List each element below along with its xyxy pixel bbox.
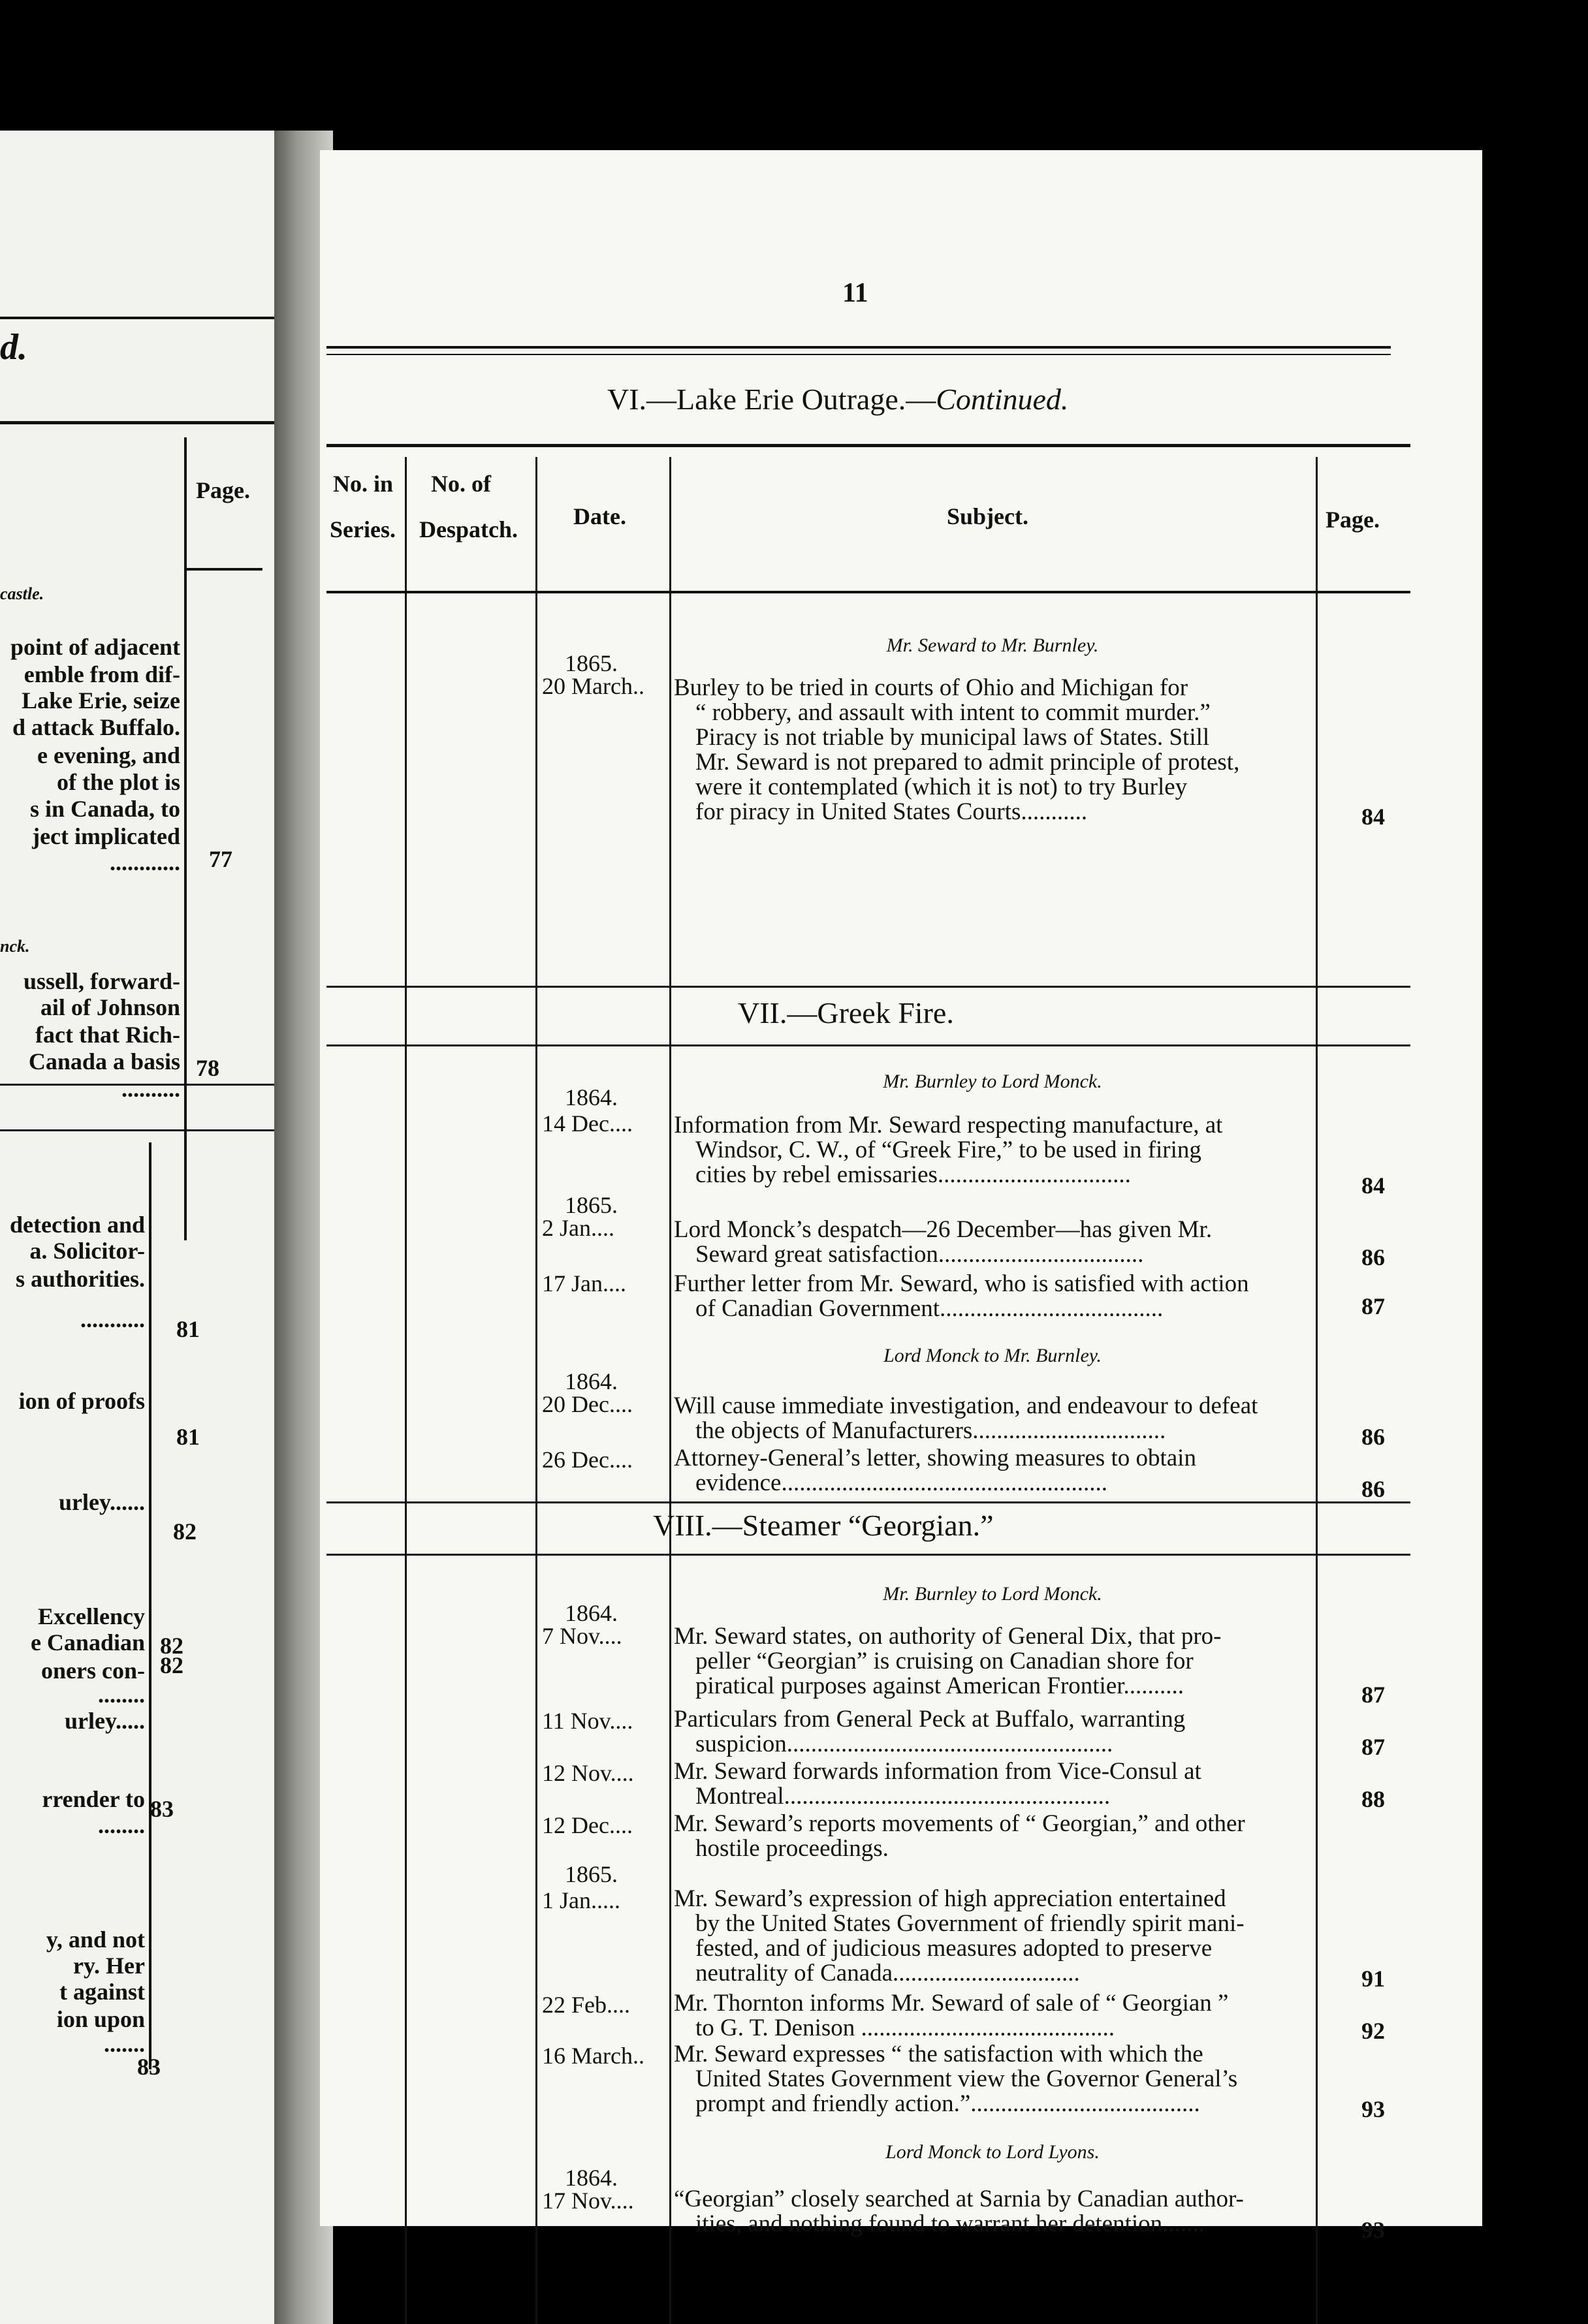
subject-line: Burley to be tried in courts of Ohio and Michigan for bbox=[674, 676, 1188, 700]
subject-line: the objects of Manufacturers................................ bbox=[695, 1419, 1166, 1443]
entry-page: 84 bbox=[1361, 1172, 1385, 1199]
left-fragment-text: t against bbox=[59, 1979, 145, 2005]
left-fragment-text: point of adjacent bbox=[10, 634, 180, 660]
left-fragment-text: ............ bbox=[110, 849, 180, 875]
left-fragment-text: ion upon bbox=[56, 2006, 145, 2032]
left-fragment-text: of the plot is bbox=[57, 769, 180, 795]
col-page: Page. bbox=[1326, 507, 1380, 533]
left-fragment-text: ail of Johnson bbox=[40, 994, 180, 1020]
correspondent-heading: Mr. Burnley to Lord Monck. bbox=[883, 1071, 1102, 1092]
entry-year: 1864. bbox=[565, 1368, 618, 1394]
left-fragment-text: y, and not bbox=[46, 1926, 145, 1953]
subject-line: evidence...................................................... bbox=[695, 1471, 1107, 1496]
correspondent-heading: Mr. Seward to Mr. Burnley. bbox=[886, 635, 1099, 656]
entry-date: 1 Jan..... bbox=[542, 1887, 620, 1913]
subject-line: cities by rebel emissaries................................ bbox=[695, 1163, 1131, 1187]
left-fragment-text: ject implicated bbox=[32, 823, 180, 849]
left-fragment-text: s in Canada, to bbox=[29, 796, 180, 822]
correspondent-heading: Mr. Burnley to Lord Monck. bbox=[883, 1583, 1102, 1605]
subject-line: Mr. Seward expresses “ the satisfaction with which the bbox=[674, 2042, 1203, 2067]
subject-line: peller “Georgian” is cruising on Canadian shore for bbox=[695, 1649, 1194, 1674]
entry-page: 87 bbox=[1361, 1293, 1385, 1319]
subject-line: of Canadian Government..................................... bbox=[695, 1296, 1164, 1321]
subject-line: were it contemplated (which it is not) to try Burley bbox=[695, 775, 1188, 800]
entry-year: 1864. bbox=[565, 1084, 618, 1110]
entry-date: 14 Dec.... bbox=[542, 1110, 633, 1137]
entry-date: 26 Dec.... bbox=[542, 1447, 633, 1473]
subject-line: fested, and of judicious measures adopted to preserve bbox=[695, 1936, 1213, 1961]
subject-line: hostile proceedings. bbox=[695, 1836, 889, 1861]
subject-line: Seward great satisfaction.................................. bbox=[695, 1242, 1144, 1267]
entry-page: 87 bbox=[1361, 1734, 1385, 1760]
left-fragment-text: fact that Rich- bbox=[35, 1022, 180, 1048]
left-fragment-text: .......... bbox=[121, 1076, 180, 1102]
left-fragment-text: e Canadian bbox=[30, 1629, 145, 1656]
entry-page: 86 bbox=[1361, 1424, 1385, 1450]
left-fragment-text: s authorities. bbox=[16, 1266, 145, 1292]
subject-line: Mr. Thornton informs Mr. Seward of sale of “ Georgian ” bbox=[674, 1991, 1229, 2016]
col-date: Date. bbox=[573, 503, 626, 529]
entry-page: 84 bbox=[1361, 804, 1385, 830]
left-fragment-text: castle. bbox=[0, 584, 44, 603]
subject-line: ities, and nothing found to warrant her detention....... bbox=[695, 2212, 1205, 2237]
right-page bbox=[320, 150, 1482, 2243]
subject-line: Mr. Seward forwards information from Vice-Consul at bbox=[674, 1759, 1201, 1784]
section-vi-title: VI.—Lake Erie Outrage.—Continued. bbox=[607, 383, 1069, 416]
subject-line: Information from Mr. Seward respecting manufacture, at bbox=[674, 1113, 1223, 1138]
left-page-number: 77 bbox=[209, 846, 232, 872]
left-page-number: 83 bbox=[150, 1796, 174, 1822]
entry-date: 12 Dec.... bbox=[542, 1812, 633, 1838]
left-fragment-text: ussell, forward- bbox=[24, 968, 180, 994]
left-fragment-text: ry. Her bbox=[73, 1953, 145, 1979]
subject-line: to G. T. Denison .......................................... bbox=[695, 2016, 1115, 2041]
entry-year: 1865. bbox=[565, 1192, 618, 1218]
left-page-number: 78 bbox=[196, 1055, 219, 1081]
entry-date: 22 Feb.... bbox=[542, 1992, 630, 2018]
left-fragment-text: oners con- bbox=[41, 1657, 145, 1684]
entry-year: 1865. bbox=[565, 650, 618, 676]
correspondent-heading: Lord Monck to Mr. Burnley. bbox=[883, 1345, 1102, 1366]
subject-line: by the United States Government of friendly spirit mani- bbox=[695, 1911, 1245, 1936]
col-series: Series. bbox=[330, 516, 396, 542]
left-page-number: 82 bbox=[160, 1652, 183, 1678]
left-fragment-text: ........ bbox=[98, 1682, 145, 1708]
subject-line: piratical purposes against American Frontier.......... bbox=[695, 1674, 1184, 1699]
entry-date: 11 Nov.... bbox=[542, 1708, 633, 1734]
entry-date: 20 Dec.... bbox=[542, 1391, 633, 1417]
left-page-number: 82 bbox=[160, 1633, 183, 1659]
left-fragment-text: ion of proofs bbox=[18, 1388, 145, 1414]
left-fragment-text: rrender to bbox=[42, 1786, 145, 1812]
entry-date: 17 Nov.... bbox=[542, 2188, 634, 2214]
subject-line: Lord Monck’s despatch—26 December—has given Mr. bbox=[674, 1217, 1213, 1242]
left-page-col-header: Page. bbox=[196, 477, 250, 503]
subject-line: Windsor, C. W., of “Greek Fire,” to be used in firing bbox=[695, 1138, 1201, 1163]
subject-line: “Georgian” closely searched at Sarnia by Canadian author- bbox=[674, 2187, 1244, 2212]
section-viii-title: VIII.—Steamer “Georgian.” bbox=[653, 1509, 994, 1542]
col-subject: Subject. bbox=[947, 503, 1028, 529]
entry-page: 93 bbox=[1361, 2217, 1385, 2243]
left-fragment-text: detection and bbox=[10, 1212, 145, 1238]
subject-line: Mr. Seward is not prepared to admit principle of protest, bbox=[695, 750, 1240, 775]
left-fragment-text: urley...... bbox=[59, 1489, 145, 1515]
entry-year: 1864. bbox=[565, 2165, 618, 2191]
subject-line: suspicion...................................................... bbox=[695, 1732, 1113, 1757]
entry-year: 1864. bbox=[565, 1600, 618, 1626]
left-fragment-text: ........... bbox=[80, 1306, 145, 1332]
entry-date: 2 Jan.... bbox=[542, 1215, 614, 1241]
col-despatch: Despatch. bbox=[419, 516, 518, 542]
left-fragment-text: Canada a basis bbox=[28, 1048, 180, 1075]
subject-line: “ robbery, and assault with intent to commit murder.” bbox=[695, 700, 1211, 725]
entry-page: 87 bbox=[1361, 1682, 1385, 1708]
left-fragment-text: ........ bbox=[98, 1812, 145, 1838]
left-fragment-text: d attack Buffalo. bbox=[12, 714, 180, 740]
left-page bbox=[0, 131, 274, 2324]
subject-line: Further letter from Mr. Seward, who is satisfied with action bbox=[674, 1272, 1249, 1296]
section-vii-title: VII.—Greek Fire. bbox=[738, 996, 954, 1029]
entry-page: 86 bbox=[1361, 1476, 1385, 1502]
subject-line: Attorney-General’s letter, showing measures to obtain bbox=[674, 1446, 1196, 1471]
subject-line: Mr. Seward states, on authority of General Dix, that pro- bbox=[674, 1624, 1222, 1649]
subject-line: prompt and friendly action.”...................................... bbox=[695, 2092, 1200, 2116]
entry-date: 12 Nov.... bbox=[542, 1760, 634, 1786]
subject-line: Particulars from General Peck at Buffalo, warranting bbox=[674, 1707, 1186, 1732]
subject-line: Mr. Seward’s reports movements of “ Georgian,” and other bbox=[674, 1812, 1245, 1836]
subject-line: for piracy in United States Courts........... bbox=[695, 800, 1088, 824]
entry-year: 1865. bbox=[565, 1861, 618, 1887]
left-page-number: 81 bbox=[176, 1424, 200, 1450]
left-page-number: 81 bbox=[176, 1316, 200, 1342]
entry-page: 93 bbox=[1361, 2096, 1385, 2122]
subject-line: Will cause immediate investigation, and endeavour to defeat bbox=[674, 1394, 1258, 1419]
entry-page: 92 bbox=[1361, 2018, 1385, 2044]
entry-page: 91 bbox=[1361, 1966, 1385, 1992]
left-fragment-text: Lake Erie, seize bbox=[22, 687, 180, 714]
left-page-number: 83 bbox=[137, 2054, 161, 2080]
correspondent-heading: Lord Monck to Lord Lyons. bbox=[885, 2141, 1100, 2163]
left-page-number: 82 bbox=[173, 1518, 197, 1545]
entry-date: 17 Jan.... bbox=[542, 1270, 626, 1296]
entry-date: 16 March.. bbox=[542, 2043, 644, 2069]
col-no-in: No. in bbox=[333, 471, 394, 497]
page-number: 11 bbox=[842, 278, 868, 308]
col-no-of: No. of bbox=[431, 471, 491, 497]
subject-line: United States Government view the Governor General’s bbox=[695, 2067, 1238, 2092]
subject-line: Montreal...................................................... bbox=[695, 1784, 1111, 1809]
left-fragment-text: Excellency bbox=[38, 1603, 145, 1629]
left-fragment-text: a. Solicitor- bbox=[29, 1238, 145, 1264]
left-fragment-text: e evening, and bbox=[37, 742, 180, 768]
left-fragment-text: ....... bbox=[104, 2031, 145, 2057]
left-fragment-text: emble from dif- bbox=[24, 661, 180, 687]
left-fragment-text: urley..... bbox=[65, 1708, 145, 1734]
left-header-fragment: d. bbox=[0, 327, 27, 368]
subject-line: neutrality of Canada............................... bbox=[695, 1961, 1080, 1986]
entry-page: 86 bbox=[1361, 1244, 1385, 1270]
entry-date: 20 March.. bbox=[542, 673, 644, 699]
subject-line: Piracy is not triable by municipal laws of States. Still bbox=[695, 725, 1210, 750]
entry-page: 88 bbox=[1361, 1786, 1385, 1812]
entry-date: 7 Nov.... bbox=[542, 1623, 622, 1649]
left-fragment-text: nck. bbox=[0, 937, 30, 956]
subject-line: Mr. Seward’s expression of high appreciation entertained bbox=[674, 1887, 1226, 1911]
